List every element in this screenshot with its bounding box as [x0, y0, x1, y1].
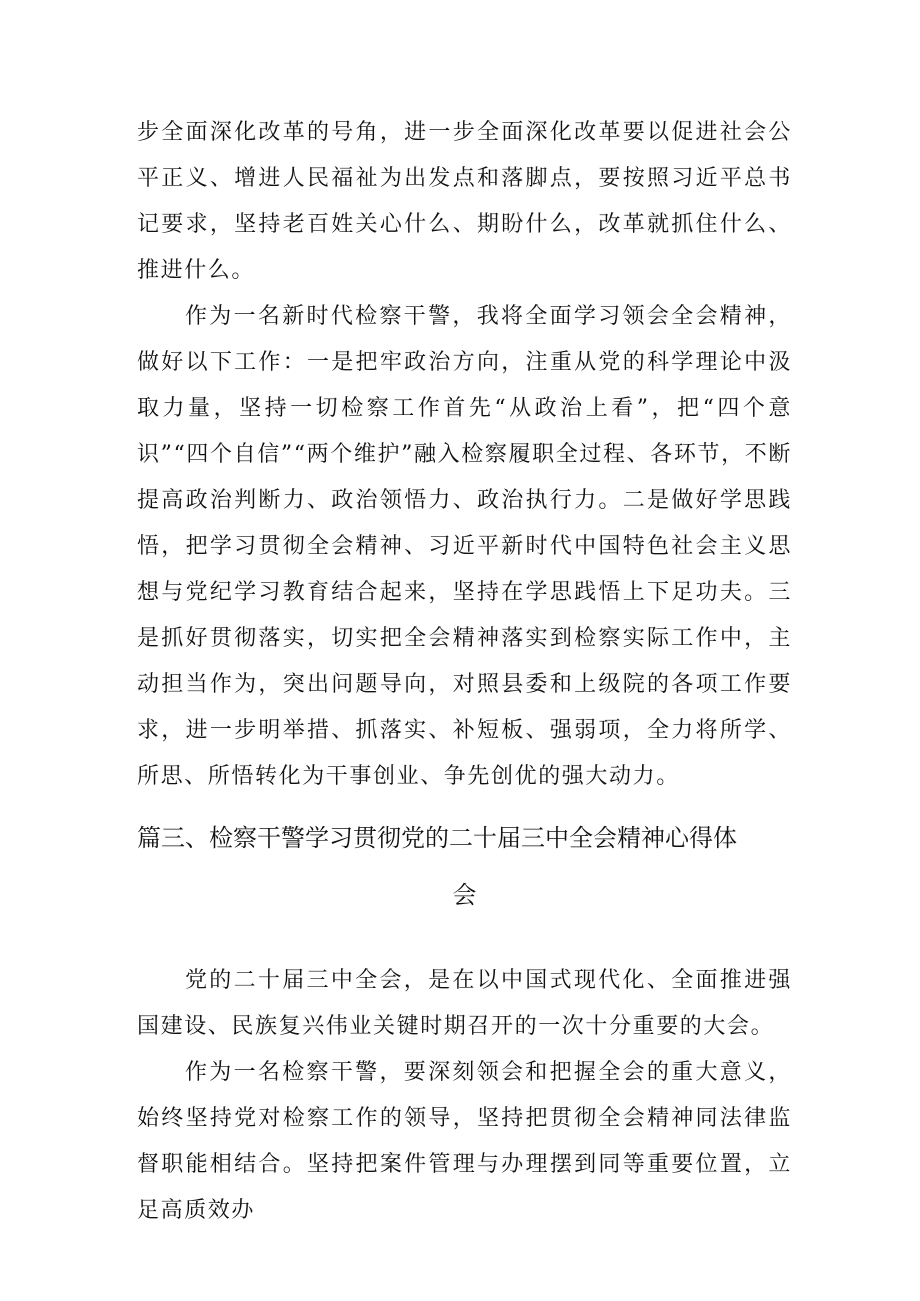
paragraph-plenary-intro: 党的二十届三中全会，是在以中国式现代化、全面推进强国建设、民族复兴伟业关键时期召开的一次十分重要的大会。: [137, 968, 792, 1039]
paragraph-continued: 步全面深化改革的号角，进一步全面深化改革要以促进社会公平正义、增进人民福祉为出发点和落脚点，要按照习近平总书记要求，坚持老百姓关心什么、期盼什么，改革就抓住什么、推进什么。: [137, 120, 792, 283]
section-1-text: [137, 110, 792, 800]
section-3-text: [137, 958, 792, 1234]
paragraph-work-plan: 作为一名新时代检察干警，我将全面学习领会全会精神，做好以下工作：一是把牢政治方向，注重从党的科学理论中汲取力量，坚持一切检察工作首先“从政治上看”，把“四个意识”“四个自信”“两个维护”融入检察履职全过程、各环节，不断提高政治判断力、政治领悟力、政治执行力。二是做好学思践悟，把学习贯彻全会精神、习近平新时代中国特色社会主义思想与党纪学习教育结合起来，坚持在学思践悟上下足功夫。三是抓好贯彻落实，切实把全会精神落实到检察实际工作中，主动担当作为，突出问题导向，对照县委和上级院的各项工作要求，进一步明举措、抓落实、补短板、强弱项，全力将所学、所思、所悟转化为干事创业、争先创优的强大动力。: [137, 304, 792, 789]
section-3-title-line-1: 篇三、检察干警学习贯彻党的二十届三中全会精神心得体: [137, 824, 737, 852]
section-3-title-line-2: 会: [452, 881, 477, 909]
paragraph-prosecutor-duty: 作为一名检察干警，要深刻领会和把握全会的重大意义，始终坚持党对检察工作的领导，坚持把贯彻全会精神同法律监督职能相结合。坚持把案件管理与办理摆到同等重要位置，立足高质效办: [137, 1060, 792, 1223]
